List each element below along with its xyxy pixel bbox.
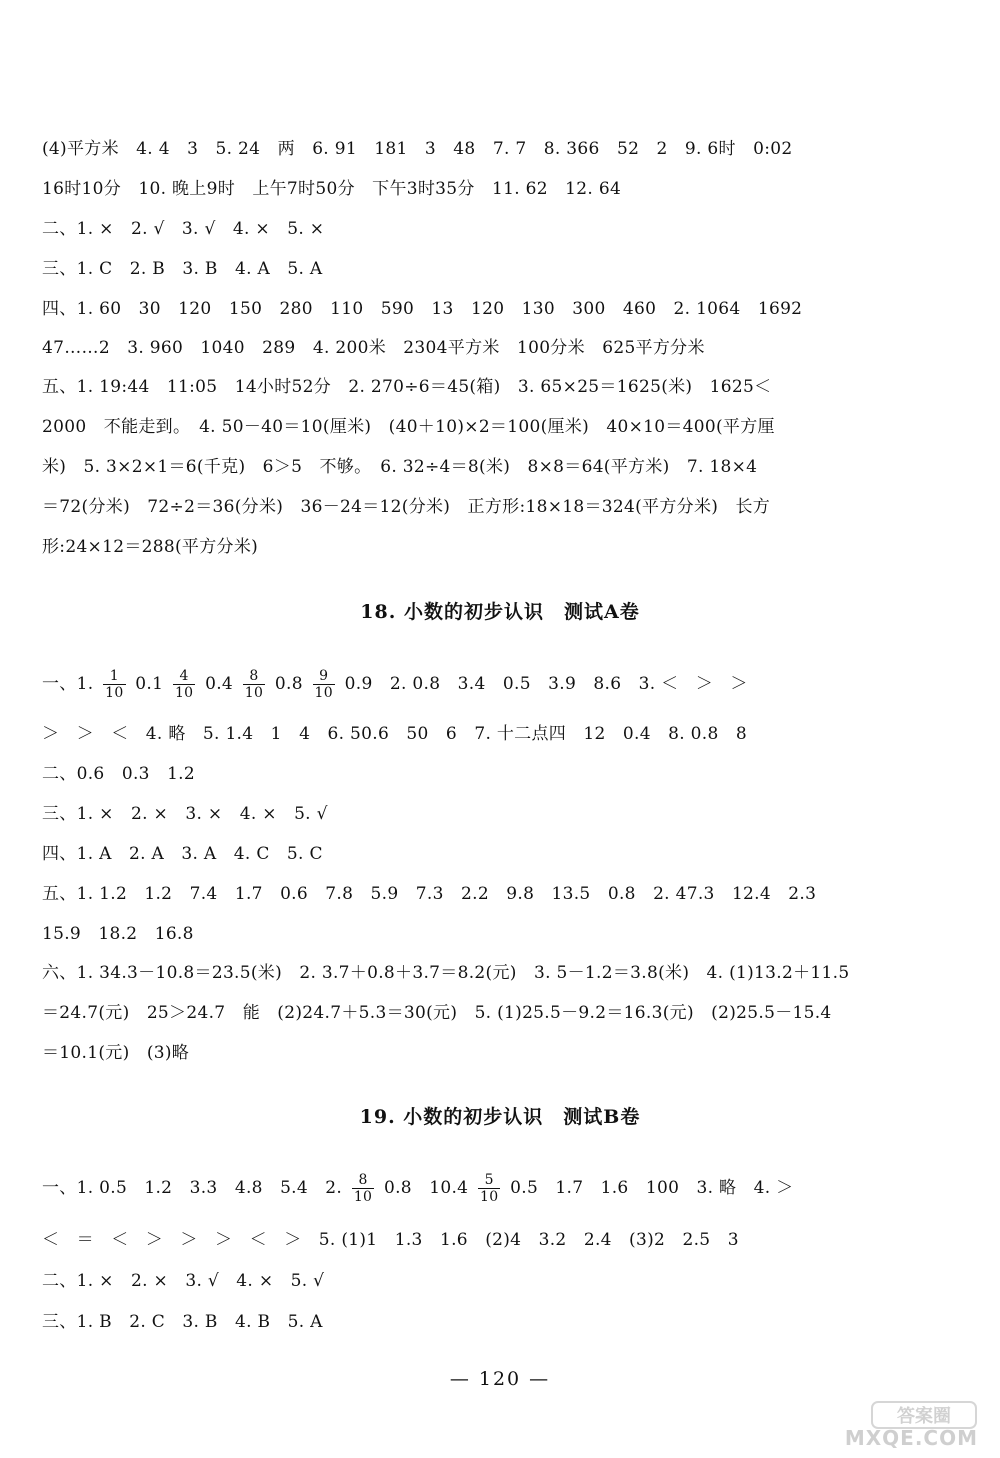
line-segment: 一、1. 0.5 1.2 3.3 4.8 5.4 2.: [42, 1178, 343, 1198]
text-line: 形:24×12＝288(平方分米): [42, 537, 259, 557]
fraction: [103, 668, 125, 701]
text-line: 五、1. 1.2 1.2 7.4 1.7 0.6 7.8 5.9 7.3 2.2 9.8 13.5 0.8 2. 47.3 12.4 2.3: [42, 884, 817, 904]
text-line: 四、1. A 2. A 3. A 4. C 5. C: [42, 844, 323, 864]
text-line: 二、1. × 2. × 3. √ 4. × 5. √: [42, 1271, 325, 1291]
fraction-denominator: 10: [314, 685, 333, 701]
line-segment: 0.8: [274, 674, 303, 694]
text-line: 五、1. 19:44 11:05 14小时52分 2. 270÷6＝45(箱) 3. 65×25＝1625(米) 1625＜: [42, 377, 772, 397]
text-line: 三、1. C 2. B 3. B 4. A 5. A: [42, 259, 323, 279]
fraction-numerator: 8: [243, 668, 265, 685]
text-line: 16时10分 10. 晚上9时 上午7时50分 下午3时35分 11. 62 12. 64: [42, 179, 622, 199]
fraction-numerator: 1: [103, 668, 125, 685]
text-line-fractions: [42, 664, 922, 704]
text-line: 二、0.6 0.3 1.2: [42, 764, 196, 784]
text-line: ＞ ＞ ＜ 4. 略 5. 1.4 1 4 6. 50.6 50 6 7. 十二点四 12 0.4 8. 0.8 8: [42, 724, 748, 744]
text-line-fractions: [42, 1168, 922, 1208]
line-segment: 0.9 2. 0.8 3.4 0.5 3.9 8.6 3. ＜ ＞ ＞: [344, 674, 748, 694]
page-number: — 120 —: [449, 1368, 551, 1390]
fraction: [352, 1172, 374, 1205]
fraction-numerator: 9: [313, 668, 335, 685]
text-line: ＝24.7(元) 25＞24.7 能 (2)24.7＋5.3＝30(元) 5. (1)25.5－9.2＝16.3(元) (2)25.5－15.4: [42, 1003, 832, 1023]
fraction-denominator: 10: [174, 685, 194, 701]
line-segment: 一、1.: [42, 674, 94, 694]
fraction-denominator: 10: [105, 685, 124, 701]
text-line: 15.9 18.2 16.8: [42, 924, 194, 944]
fraction: [478, 1172, 500, 1205]
fraction-numerator: 5: [478, 1172, 500, 1189]
text-line: ＝72(分米) 72÷2＝36(分米) 36－24＝12(分米) 正方形:18×18＝324(平方分米) 长方: [42, 497, 771, 517]
line-segment: 0.4: [205, 674, 234, 694]
text-line: 米) 5. 3×2×1＝6(千克) 6＞5 不够。 6. 32÷4＝8(米) 8×8＝64(平方米) 7. 18×4: [42, 457, 758, 477]
section-heading-19: 19. 小数的初步认识 测试B卷: [359, 1106, 641, 1128]
fraction-denominator: 10: [353, 1189, 373, 1205]
fraction: [243, 668, 265, 701]
fraction: [173, 668, 195, 701]
text-line: ＜ ＝ ＜ ＞ ＞ ＞ ＜ ＞ 5. (1)1 1.3 1.6 (2)4 3.2 2.4 (3)2 2.5 3: [42, 1230, 739, 1250]
text-line: 47……2 3. 960 1040 289 4. 200米 2304平方米 100分米 625平方分米: [42, 338, 705, 358]
text-line: 三、1. B 2. C 3. B 4. B 5. A: [42, 1312, 323, 1332]
text-line: 三、1. × 2. × 3. × 4. × 5. √: [42, 804, 328, 824]
fraction-denominator: 10: [480, 1189, 499, 1205]
text-line: 二、1. × 2. √ 3. √ 4. × 5. ×: [42, 219, 325, 239]
line-segment: 0.5 1.7 1.6 100 3. 略 4. ＞: [510, 1178, 794, 1198]
section-heading-18: 18. 小数的初步认识 测试A卷: [360, 601, 640, 623]
text-line: 2000 不能走到。 4. 50－40＝10(厘米) (40＋10)×2＝100(厘米) 40×10＝400(平方厘: [42, 417, 775, 437]
line-segment: 0.1: [135, 674, 164, 694]
text-line: (4)平方米 4. 4 3 5. 24 两 6. 91 181 3 48 7. 7 8. 366 52 2 9. 6时 0:02: [42, 139, 793, 159]
watermark-text: MXQE.COM: [844, 1426, 978, 1450]
text-line: ＝10.1(元) (3)略: [42, 1043, 190, 1063]
text-line: 四、1. 60 30 120 150 280 110 590 13 120 130 300 460 2. 1064 1692: [42, 299, 803, 319]
text-line: 六、1. 34.3－10.8＝23.5(米) 2. 3.7＋0.8＋3.7＝8.2(元) 3. 5－1.2＝3.8(米) 4. (1)13.2＋11.5: [42, 963, 850, 983]
svg-text:答案圈: 答案圈: [897, 1406, 951, 1427]
fraction-numerator: 4: [173, 668, 195, 685]
line-segment: 0.8 10.4: [383, 1178, 469, 1198]
fraction-denominator: 10: [244, 685, 264, 701]
fraction-numerator: 8: [352, 1172, 374, 1189]
fraction: [313, 668, 335, 701]
